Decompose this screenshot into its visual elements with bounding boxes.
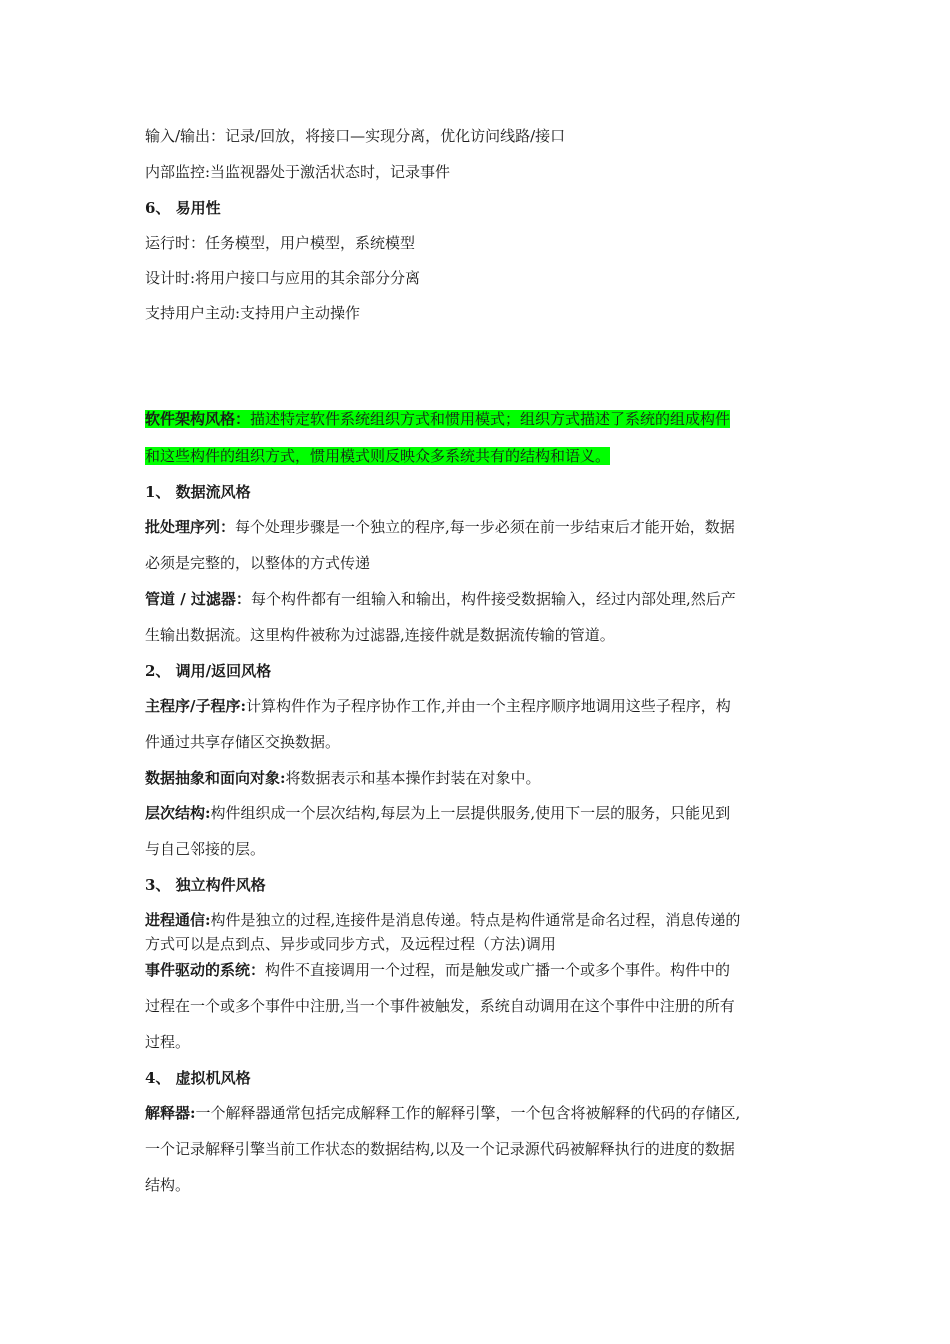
event-line-3: 过程。 [145, 1033, 191, 1051]
layer-term: 层次结构: [145, 804, 211, 822]
proc-comm-term: 进程通信: [145, 911, 211, 929]
interp-line-1: 解释器:一个解释器通常包括完成解释工作的解释引擎，一个包含将被解释的代码的存储区, [145, 1104, 741, 1122]
arch-style-definition-line-1: 软件架构风格：描述特定软件系统组织方式和惯用模式；组织方式描述了系统的组成构件 [145, 410, 731, 428]
interp-term: 解释器: [145, 1104, 196, 1122]
main-sub-line-2: 件通过共享存储区交换数据。 [145, 733, 341, 751]
usability-runtime-line: 运行时：任务模型，用户模型，系统模型 [145, 234, 416, 252]
event-line-1: 事件驱动的系统：构件不直接调用一个过程，而是触发或广播一个或多个事件。构件中的 [145, 961, 731, 979]
oo-term: 数据抽象和面向对象: [145, 769, 286, 787]
main-sub-term: 主程序/子程序: [145, 697, 247, 715]
proc-comm-line-1: 进程通信:构件是独立的过程,连接件是消息传递。特点是构件通常是命名过程，消息传递的 [145, 911, 741, 929]
usability-initiative-line: 支持用户主动:支持用户主动操作 [145, 304, 361, 322]
vm-heading: 4、 虚拟机风格 [145, 1069, 251, 1087]
layer-line-2: 与自己邻接的层。 [145, 840, 266, 858]
batch-line-2: 必须是完整的，以整体的方式传递 [145, 554, 371, 572]
call-return-heading: 2、 调用/返回风格 [145, 662, 272, 680]
internal-monitor-line: 内部监控:当监视器处于激活状态时，记录事件 [145, 163, 451, 181]
layer-line-1: 层次结构:构件组织成一个层次结构,每层为上一层提供服务,使用下一层的服务，只能见到 [145, 804, 731, 822]
arch-style-term: 软件架构风格： [145, 410, 251, 428]
interp-line-2: 一个记录解释引擎当前工作状态的数据结构,以及一个记录源代码被解释执行的进度的数据 [145, 1140, 735, 1158]
independent-heading: 3、 独立构件风格 [145, 876, 266, 894]
event-term: 事件驱动的系统： [145, 961, 266, 979]
io-line: 输入/输出：记录/回放，将接口—实现分离，优化访问线路/接口 [145, 127, 566, 145]
oo-line: 数据抽象和面向对象:将数据表示和基本操作封装在对象中。 [145, 769, 541, 787]
event-line-2: 过程在一个或多个事件中注册,当一个事件被触发，系统自动调用在这个事件中注册的所有 [145, 997, 735, 1015]
pipe-line-2: 生输出数据流。这里构件被称为过滤器,连接件就是数据流传输的管道。 [145, 626, 615, 644]
proc-comm-line-2: 方式可以是点到点、异步或同步方式，及远程过程（方法)调用 [145, 935, 556, 953]
main-sub-line-1: 主程序/子程序:计算构件作为子程序协作工作,并由一个主程序顺序地调用这些子程序，构 [145, 697, 731, 715]
arch-style-definition-line-2: 和这些构件的组织方式，惯用模式则反映众多系统共有的结构和语义。 [145, 447, 611, 465]
usability-heading: 6、 易用性 [145, 199, 221, 217]
dataflow-heading: 1、 数据流风格 [145, 483, 251, 501]
interp-line-3: 结构。 [145, 1176, 191, 1194]
usability-design-line: 设计时:将用户接口与应用的其余部分分离 [145, 269, 421, 287]
pipe-term: 管道 / 过滤器： [145, 590, 251, 608]
batch-line-1: 批处理序列：每个处理步骤是一个独立的程序,每一步必须在前一步结束后才能开始，数据 [145, 518, 735, 536]
batch-term: 批处理序列： [145, 518, 236, 536]
pipe-line-1: 管道 / 过滤器：每个构件都有一组输入和输出，构件接受数据输入，经过内部处理,然后产 [145, 590, 736, 608]
